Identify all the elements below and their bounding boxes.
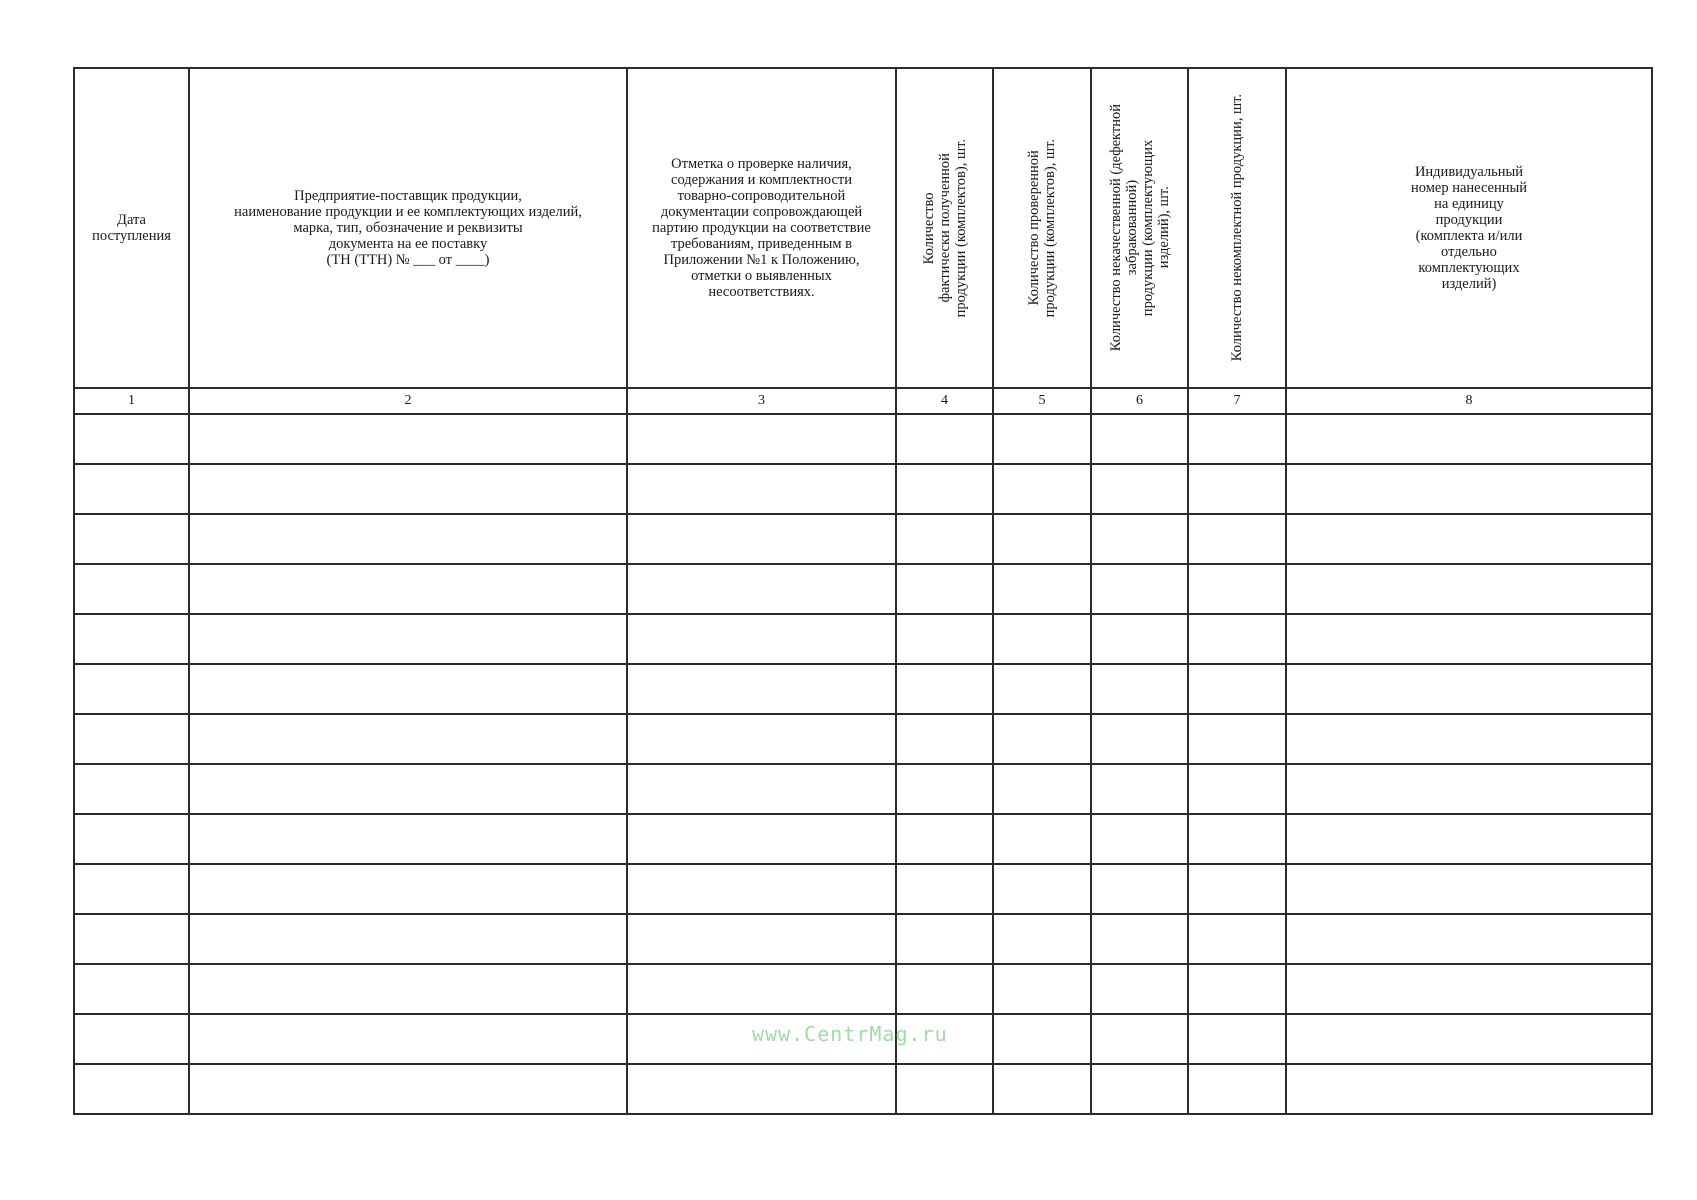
- empty-cell[interactable]: [627, 964, 896, 1014]
- empty-cell[interactable]: [1286, 464, 1652, 514]
- empty-cell[interactable]: [1286, 664, 1652, 714]
- header-qty-received: Количество фактически полученной продукции (комплектов), шт.: [896, 68, 993, 388]
- empty-cell[interactable]: [896, 664, 993, 714]
- empty-cell[interactable]: [1286, 764, 1652, 814]
- empty-cell[interactable]: [993, 1014, 1091, 1064]
- header-qty-incomplete: Количество некомплектной продукции, шт.: [1188, 68, 1286, 388]
- table-row: [74, 964, 1652, 1014]
- header-row: [74, 68, 1652, 388]
- empty-cell[interactable]: [627, 564, 896, 614]
- empty-cell[interactable]: [993, 464, 1091, 514]
- empty-cell[interactable]: [1188, 1014, 1286, 1064]
- empty-cell[interactable]: [189, 664, 627, 714]
- empty-cell[interactable]: [1188, 764, 1286, 814]
- empty-cell[interactable]: [993, 814, 1091, 864]
- empty-cell[interactable]: [189, 1064, 627, 1114]
- empty-cell[interactable]: [627, 664, 896, 714]
- empty-cell[interactable]: [1286, 964, 1652, 1014]
- empty-cell[interactable]: [627, 414, 896, 464]
- column-number: 8: [1286, 388, 1652, 414]
- empty-cell[interactable]: [1091, 414, 1188, 464]
- empty-cell[interactable]: [1091, 864, 1188, 914]
- table-row: [74, 714, 1652, 764]
- empty-cell[interactable]: [189, 614, 627, 664]
- empty-cell[interactable]: [627, 614, 896, 664]
- empty-cell[interactable]: [993, 864, 1091, 914]
- empty-cell[interactable]: [896, 814, 993, 864]
- column-number: 2: [189, 388, 627, 414]
- empty-cell[interactable]: [627, 464, 896, 514]
- table-row: [74, 764, 1652, 814]
- header-date: Дата поступления: [74, 68, 189, 388]
- column-number: 4: [896, 388, 993, 414]
- empty-cell[interactable]: [1091, 464, 1188, 514]
- empty-cell[interactable]: [1286, 1064, 1652, 1114]
- empty-cell[interactable]: [1091, 764, 1188, 814]
- empty-cell[interactable]: [896, 564, 993, 614]
- empty-cell[interactable]: [1188, 664, 1286, 714]
- empty-cell[interactable]: [1286, 864, 1652, 914]
- empty-cell[interactable]: [1188, 614, 1286, 664]
- table-row: [74, 614, 1652, 664]
- empty-cell[interactable]: [1091, 1064, 1188, 1114]
- empty-cell[interactable]: [896, 964, 993, 1014]
- empty-cell[interactable]: [896, 764, 993, 814]
- empty-cell[interactable]: [1188, 514, 1286, 564]
- empty-cell[interactable]: [189, 914, 627, 964]
- empty-cell[interactable]: [993, 714, 1091, 764]
- column-number: 1: [74, 388, 189, 414]
- empty-cell[interactable]: [74, 914, 189, 964]
- empty-cell[interactable]: [1091, 614, 1188, 664]
- empty-cell[interactable]: [1286, 1014, 1652, 1064]
- empty-cell[interactable]: [896, 414, 993, 464]
- empty-cell[interactable]: [74, 814, 189, 864]
- header-supplier: Предприятие-поставщик продукции, наименование продукции и ее комплектующих изделий, марка, тип, обозначение и реквизиты документа на ее поставку (ТН (ТТН) № ___ от ____): [189, 68, 627, 388]
- empty-cell[interactable]: [1188, 464, 1286, 514]
- empty-cell[interactable]: [74, 464, 189, 514]
- empty-cell[interactable]: [1091, 964, 1188, 1014]
- empty-cell[interactable]: [189, 464, 627, 514]
- empty-cell[interactable]: [1188, 714, 1286, 764]
- empty-cell[interactable]: [1091, 564, 1188, 614]
- empty-cell[interactable]: [189, 764, 627, 814]
- header-documentation-check: Отметка о проверке наличия, содержания и комплектности товарно-сопроводительной документации сопровождающей партию продукции на соответствие требованиям, приведенным в Приложении №1 к Положению, отметки о выявленных несоответствиях.: [627, 68, 896, 388]
- empty-cell[interactable]: [74, 964, 189, 1014]
- empty-cell[interactable]: [1286, 414, 1652, 464]
- table-row: [74, 1064, 1652, 1114]
- receipt-log-table: [73, 67, 1653, 1115]
- empty-cell[interactable]: [993, 514, 1091, 564]
- empty-cell[interactable]: [1091, 814, 1188, 864]
- empty-cell[interactable]: [627, 914, 896, 964]
- empty-cell[interactable]: [993, 564, 1091, 614]
- empty-cell[interactable]: [1188, 914, 1286, 964]
- empty-cell[interactable]: [74, 514, 189, 564]
- table-row: [74, 664, 1652, 714]
- empty-cell[interactable]: [993, 664, 1091, 714]
- column-number: 5: [993, 388, 1091, 414]
- empty-cell[interactable]: [189, 514, 627, 564]
- empty-cell[interactable]: [627, 814, 896, 864]
- header-individual-number: Индивидуальный номер нанесенный на единицу продукции (комплекта и/или отдельно комплектующих изделий): [1286, 68, 1652, 388]
- empty-cell[interactable]: [74, 1064, 189, 1114]
- column-number: 6: [1091, 388, 1188, 414]
- empty-cell[interactable]: [74, 1014, 189, 1064]
- empty-cell[interactable]: [74, 714, 189, 764]
- table-row: [74, 814, 1652, 864]
- watermark: www.CentrMag.ru: [752, 1022, 948, 1046]
- empty-cell[interactable]: [896, 464, 993, 514]
- header-qty-defective: Количество некачественной (дефектной забракованной) продукции (комплектующих изделий), шт.: [1091, 68, 1188, 388]
- empty-cell[interactable]: [1286, 514, 1652, 564]
- empty-cell[interactable]: [74, 764, 189, 814]
- empty-cell[interactable]: [1188, 864, 1286, 914]
- empty-cell[interactable]: [1286, 914, 1652, 964]
- empty-cell[interactable]: [1091, 514, 1188, 564]
- table-row: [74, 414, 1652, 464]
- empty-cell[interactable]: [189, 964, 627, 1014]
- column-number: 7: [1188, 388, 1286, 414]
- empty-cell[interactable]: [627, 514, 896, 564]
- empty-cell[interactable]: [1091, 914, 1188, 964]
- empty-cell[interactable]: [993, 964, 1091, 1014]
- table-row: [74, 564, 1652, 614]
- empty-cell[interactable]: [1091, 664, 1188, 714]
- empty-cell[interactable]: [993, 764, 1091, 814]
- empty-cell[interactable]: [74, 864, 189, 914]
- empty-cell[interactable]: [1091, 714, 1188, 764]
- empty-cell[interactable]: [993, 614, 1091, 664]
- empty-cell[interactable]: [189, 414, 627, 464]
- empty-cell[interactable]: [1286, 614, 1652, 664]
- empty-cell[interactable]: [896, 714, 993, 764]
- empty-cell[interactable]: [189, 564, 627, 614]
- empty-cell[interactable]: [74, 414, 189, 464]
- empty-cell[interactable]: [1188, 1064, 1286, 1114]
- empty-cell[interactable]: [896, 514, 993, 564]
- empty-cell[interactable]: [189, 1014, 627, 1064]
- empty-cell[interactable]: [627, 1064, 896, 1114]
- empty-cell[interactable]: [1188, 964, 1286, 1014]
- table-row: [74, 914, 1652, 964]
- empty-cell[interactable]: [993, 1064, 1091, 1114]
- empty-cell[interactable]: [896, 614, 993, 664]
- empty-cell[interactable]: [627, 714, 896, 764]
- empty-cell[interactable]: [74, 614, 189, 664]
- empty-cell[interactable]: [1188, 814, 1286, 864]
- empty-cell[interactable]: [896, 914, 993, 964]
- table-row: [74, 464, 1652, 514]
- table-row: [74, 514, 1652, 564]
- empty-cell[interactable]: [896, 864, 993, 914]
- empty-cell[interactable]: [74, 664, 189, 714]
- empty-cell[interactable]: [627, 864, 896, 914]
- empty-cell[interactable]: [1188, 564, 1286, 614]
- empty-cell[interactable]: [1286, 814, 1652, 864]
- column-number: 3: [627, 388, 896, 414]
- table-body: [74, 414, 1652, 1114]
- empty-cell[interactable]: [896, 1064, 993, 1114]
- empty-cell[interactable]: [1091, 1014, 1188, 1064]
- empty-cell[interactable]: [189, 814, 627, 864]
- header-qty-checked: Количество проверенной продукции (комплектов), шт.: [993, 68, 1091, 388]
- empty-cell[interactable]: [993, 914, 1091, 964]
- empty-cell[interactable]: [189, 864, 627, 914]
- empty-cell[interactable]: [1286, 564, 1652, 614]
- empty-cell[interactable]: [627, 764, 896, 814]
- column-number-row: [74, 388, 1652, 414]
- empty-cell[interactable]: [1286, 714, 1652, 764]
- empty-cell[interactable]: [189, 714, 627, 764]
- empty-cell[interactable]: [993, 414, 1091, 464]
- empty-cell[interactable]: [1188, 414, 1286, 464]
- table-row: [74, 864, 1652, 914]
- empty-cell[interactable]: [74, 564, 189, 614]
